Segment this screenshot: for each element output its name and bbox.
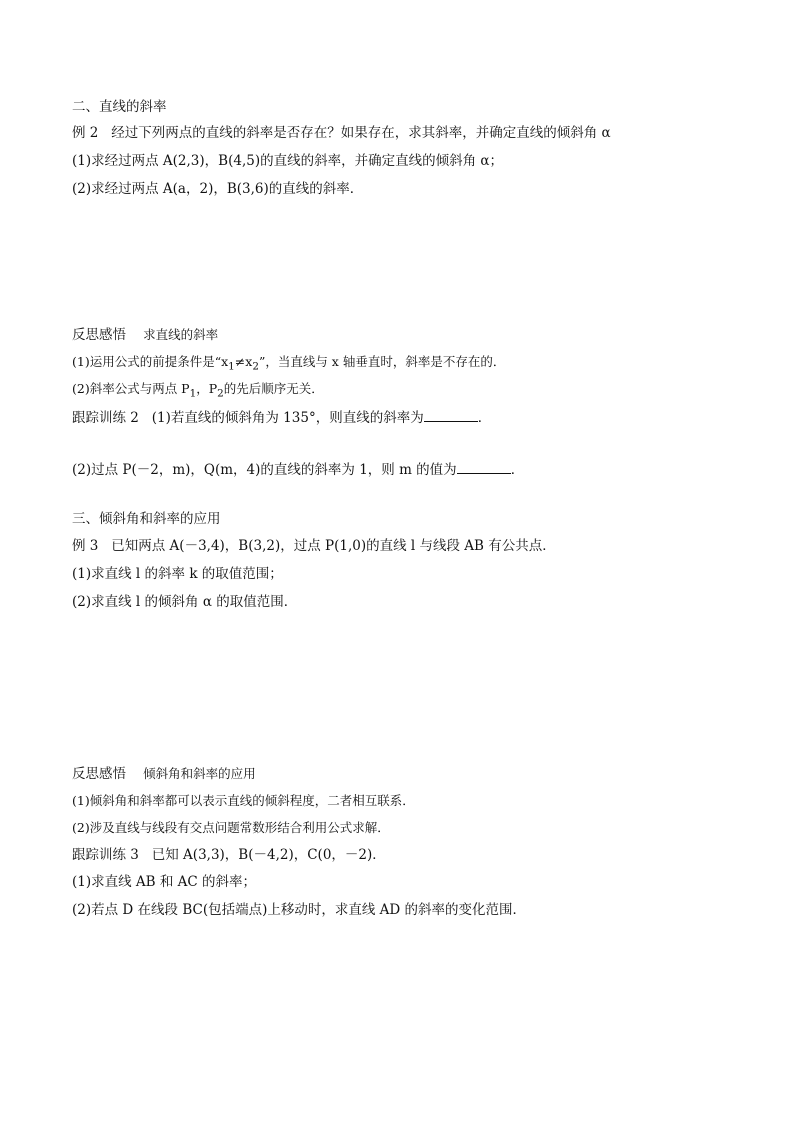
reflection-label: 反思感悟 (72, 766, 126, 782)
answer-blank (424, 408, 478, 422)
example-2-question-2: (2)求经过两点 A(a，2)，B(3,6)的直线的斜率． (72, 181, 364, 197)
reflection-1-header (72, 326, 218, 344)
example-text: 经过下列两点的直线的斜率是否存在？如果存在，求其斜率，并确定直线的倾斜角 α (111, 125, 611, 141)
practice-3-prompt: 跟踪训练 3 已知 A(3,3)，B(－4,2)，C(0，－2)． (72, 847, 386, 863)
answer-blank (457, 460, 511, 474)
section-heading-application: 三、倾斜角和斜率的应用 (72, 511, 221, 527)
reflection-2-point-1: (1)倾斜角和斜率都可以表示直线的倾斜程度，二者相互联系． (72, 793, 415, 808)
example-text: 已知两点 A(－3,4)，B(3,2)，过点 P(1,0)的直线 l 与线段 AB 有公共点． (111, 538, 556, 554)
reflection-label: 反思感悟 (72, 327, 126, 343)
example-2-prompt (72, 124, 611, 142)
practice-2-question-2: (2)过点 P(－2，m)，Q(m，4)的直线的斜率为 1，则 m 的值为 ． (72, 462, 525, 478)
section-heading-slope: 二、直线的斜率 (72, 99, 167, 115)
example-3-prompt (72, 537, 556, 555)
reflection-2-point-2: (2)涉及直线与线段有交点问题常数形结合利用公式求解． (72, 820, 390, 835)
example-3-question-1: (1)求直线 l 的斜率 k 的取值范围； (72, 566, 283, 582)
example-label: 例 3 (72, 538, 99, 554)
practice-3-question-1: (1)求直线 AB 和 AC 的斜率； (72, 874, 257, 890)
example-label: 例 2 (72, 125, 99, 141)
practice-2-question-1: 跟踪训练 2 (1)若直线的倾斜角为 135°，则直线的斜率为 ． (72, 410, 492, 426)
practice-label: 跟踪训练 3 (72, 847, 139, 863)
example-3-question-2: (2)求直线 l 的倾斜角 α 的取值范围． (72, 594, 298, 610)
reflection-2-header (72, 765, 256, 783)
practice-3-question-2: (2)若点 D 在线段 BC(包括端点)上移动时，求直线 AD 的斜率的变化范围． (72, 902, 527, 918)
practice-label: 跟踪训练 2 (72, 410, 139, 426)
reflection-1-point-2: (2)斜率公式与两点 $P_1$，$P_2$的先后顺序无关． (72, 381, 324, 400)
reflection-topic: 倾斜角和斜率的应用 (143, 766, 256, 781)
reflection-topic: 求直线的斜率 (143, 327, 219, 342)
reflection-1-point-1: (1)运用公式的前提条件是“$x_1\ne x_2$”，当直线与 x 轴垂直时，斜率是不存在的． (72, 354, 506, 373)
example-2-question-1: (1)求经过两点 A(2,3)，B(4,5)的直线的斜率，并确定直线的倾斜角 α； (72, 153, 503, 169)
